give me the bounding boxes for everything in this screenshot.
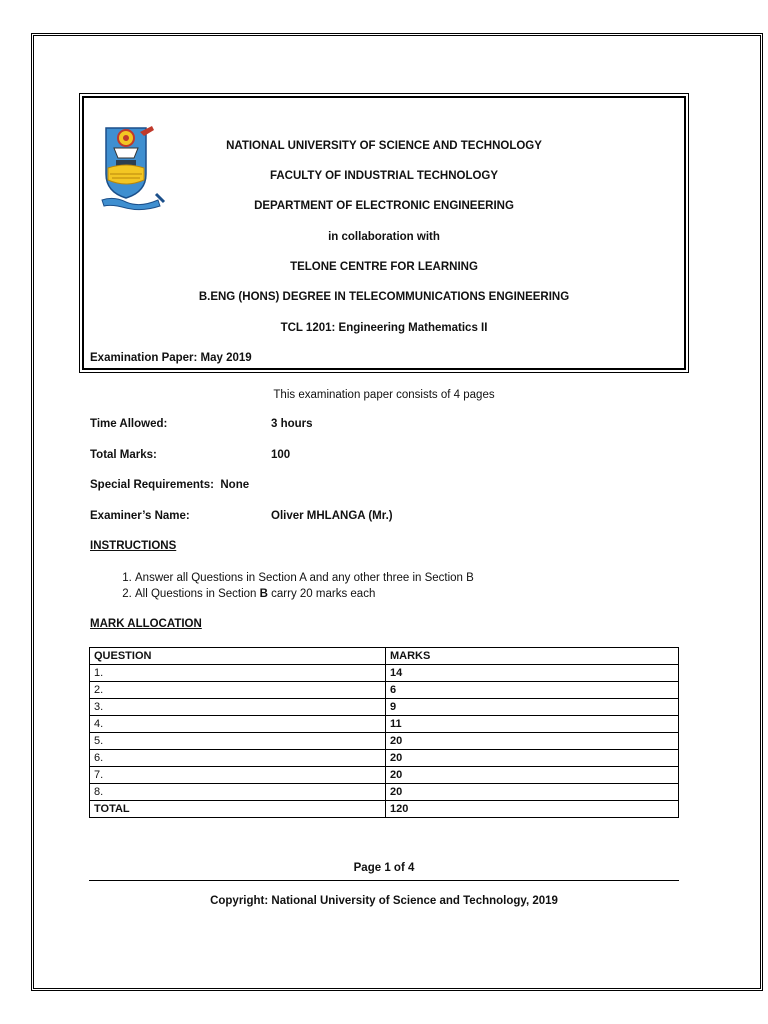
- question-cell: 4.: [90, 716, 386, 733]
- page-count-note: This examination paper consists of 4 pages: [273, 389, 495, 401]
- marks-label: Total Marks:: [90, 449, 157, 461]
- instructions-heading: INSTRUCTIONS: [90, 540, 177, 552]
- question-cell: 1.: [90, 665, 386, 682]
- copyright-notice: Copyright: National University of Science and Technology, 2019: [210, 895, 558, 907]
- degree-name: B.ENG (HONS) DEGREE IN TELECOMMUNICATIONS ENGINEERING: [198, 291, 570, 303]
- question-cell: 3.: [90, 699, 386, 716]
- column-header: QUESTION: [90, 648, 386, 665]
- time-value: 3 hours: [271, 418, 313, 430]
- question-cell: 8.: [90, 784, 386, 801]
- table-row: [90, 665, 679, 682]
- instruction-item: 2. All Questions in Section B carry 20 marks each: [135, 586, 474, 602]
- examiner-value: Oliver MHLANGA (Mr.): [271, 510, 393, 522]
- marks-cell: 20: [386, 750, 679, 767]
- table-row: [90, 784, 679, 801]
- examiner-label: Examiner’s Name:: [90, 510, 190, 522]
- total-marks-cell: 120: [386, 801, 679, 818]
- university-name: NATIONAL UNIVERSITY OF SCIENCE AND TECHNOLOGY: [226, 140, 542, 152]
- course-title: TCL 1201: Engineering Mathematics II: [280, 322, 488, 334]
- time-label: Time Allowed:: [90, 418, 168, 430]
- marks-cell: 9: [386, 699, 679, 716]
- marks-cell: 14: [386, 665, 679, 682]
- total-marks-row: [90, 449, 291, 461]
- table-row: [90, 716, 679, 733]
- marks-cell: 20: [386, 733, 679, 750]
- mark-allocation-table: [89, 647, 679, 818]
- special-requirements: Special Requirements: None: [90, 479, 250, 491]
- table-row: [90, 682, 679, 699]
- column-header: MARKS: [386, 648, 679, 665]
- faculty-name: FACULTY OF INDUSTRIAL TECHNOLOGY: [269, 170, 499, 182]
- marks-cell: 11: [386, 716, 679, 733]
- question-cell: 6.: [90, 750, 386, 767]
- marks-cell: 20: [386, 784, 679, 801]
- table-total-row: [90, 801, 679, 818]
- marks-cell: 20: [386, 767, 679, 784]
- exam-paper-label: Examination Paper: May 2019: [90, 352, 252, 364]
- marks-cell: 6: [386, 682, 679, 699]
- question-cell: 5.: [90, 733, 386, 750]
- table-row: [90, 750, 679, 767]
- instruction-item: 1. Answer all Questions in Section A and any other three in Section B: [135, 570, 474, 586]
- instructions-list: [90, 570, 474, 602]
- question-cell: 2.: [90, 682, 386, 699]
- page-number: Page 1 of 4: [353, 862, 415, 874]
- department-name: DEPARTMENT OF ELECTRONIC ENGINEERING: [254, 200, 514, 212]
- table-row: [90, 699, 679, 716]
- footer-divider: [89, 880, 679, 881]
- table-header-row: [90, 648, 679, 665]
- time-allowed-row: [90, 418, 313, 430]
- mark-allocation-heading: MARK ALLOCATION: [90, 618, 202, 630]
- total-label-cell: TOTAL: [90, 801, 386, 818]
- table-row: [90, 733, 679, 750]
- question-cell: 7.: [90, 767, 386, 784]
- university-crest-icon: [100, 122, 166, 212]
- examiner-row: [90, 510, 393, 522]
- table-row: [90, 767, 679, 784]
- collaboration-text: in collaboration with: [328, 231, 440, 243]
- partner-name: TELONE CENTRE FOR LEARNING: [290, 261, 478, 273]
- marks-value: 100: [271, 449, 291, 461]
